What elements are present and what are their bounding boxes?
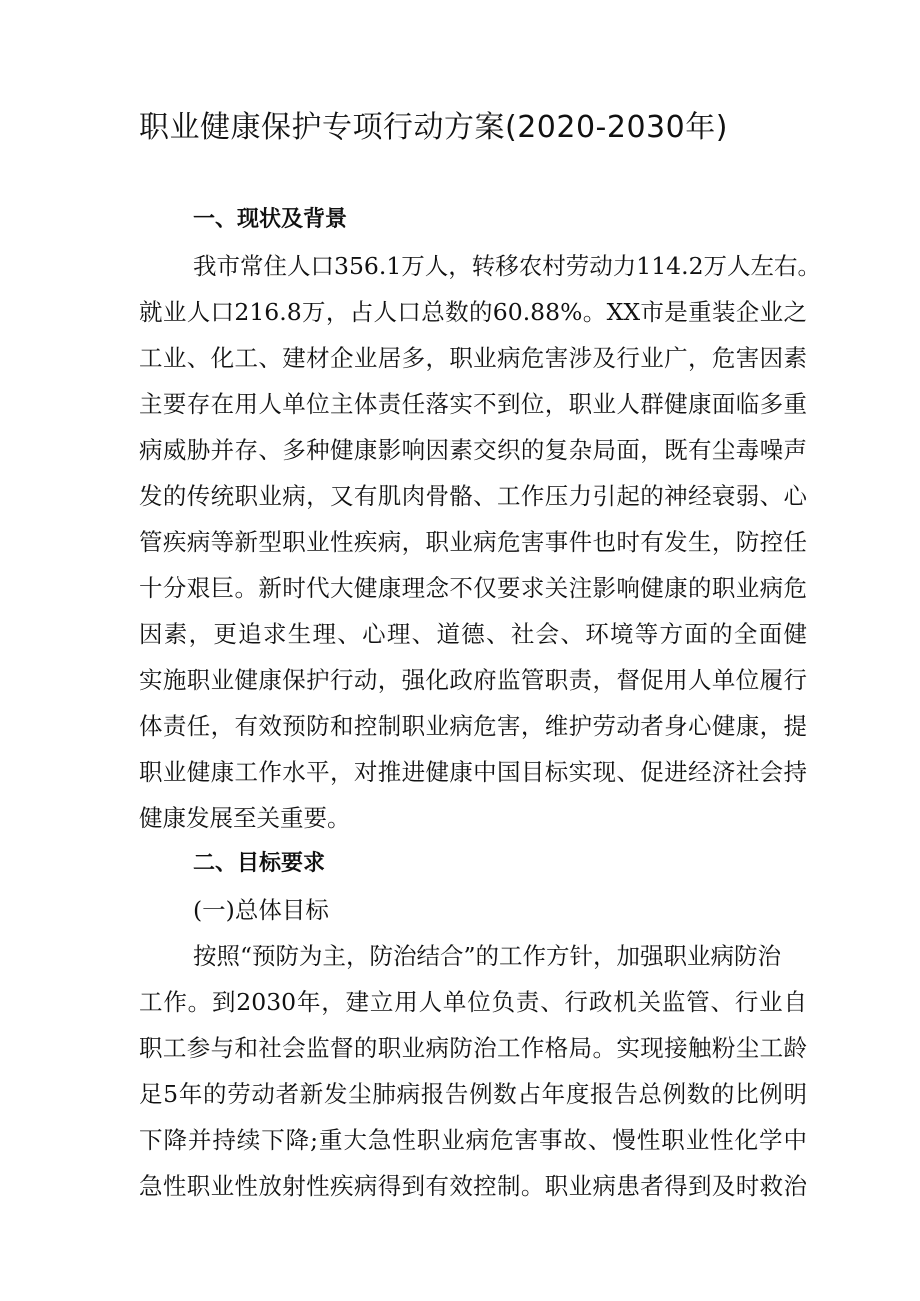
paragraph-line: 按照“预防为主，防治结合”的工作方针，加强职业病防治: [193, 942, 782, 970]
paragraph-line: 就业人口216.8万，占人口总数的60.88%。XX市是重装企业之: [139, 298, 807, 326]
paragraph-line: 职工参与和社会监督的职业病防治工作格局。实现接触粉尘工龄: [139, 1034, 807, 1062]
paragraph-line: 职业健康工作水平，对推进健康中国目标实现、促进经济社会持: [139, 758, 807, 786]
section-heading-background: 一、现状及背景: [193, 207, 348, 232]
paragraph-line: 足5年的劳动者新发尘肺病报告例数占年度报告总例数的比例明: [139, 1080, 807, 1108]
paragraph-line: 病威胁并存、多种健康影响因素交织的复杂局面，既有尘毒噪声: [139, 436, 807, 464]
paragraph-line: 体责任，有效预防和控制职业病危害，维护劳动者身心健康，提: [139, 712, 807, 740]
paragraph-line: 管疾病等新型职业性疾病，职业病危害事件也时有发生，防控任: [139, 528, 807, 556]
paragraph-line: 实施职业健康保护行动，强化政府监管职责，督促用人单位履行: [139, 666, 807, 694]
paragraph-line: 因素，更追求生理、心理、道德、社会、环境等方面的全面健: [139, 620, 807, 648]
subsection-heading-overall-goal: (一)总体目标: [193, 896, 329, 924]
paragraph-line: 我市常住人口356.1万人，转移农村劳动力114.2万人左右。: [193, 252, 822, 280]
document-title: 职业健康保护专项行动方案(2020-2030年): [139, 110, 728, 145]
paragraph-line: 健康发展至关重要。: [139, 804, 351, 832]
section-heading-goals: 二、目标要求: [193, 851, 326, 876]
paragraph-line: 下降并持续下降;重大急性职业病危害事故、慢性职业性化学中: [139, 1126, 807, 1154]
paragraph-line: 工作。到2030年，建立用人单位负责、行政机关监管、行业自: [139, 988, 807, 1016]
paragraph-line: 工业、化工、建材企业居多，职业病危害涉及行业广，危害因素: [139, 344, 807, 372]
document-body: [139, 197, 822, 1209]
paragraph-line: 急性职业性放射性疾病得到有效控制。职业病患者得到及时救治: [139, 1172, 807, 1200]
paragraph-line: 主要存在用人单位主体责任落实不到位，职业人群健康面临多重: [139, 390, 807, 418]
paragraph-line: 发的传统职业病，又有肌肉骨骼、工作压力引起的神经衰弱、心: [139, 482, 807, 510]
paragraph-line: 十分艰巨。新时代大健康理念不仅要求关注影响健康的职业病危: [139, 574, 807, 602]
